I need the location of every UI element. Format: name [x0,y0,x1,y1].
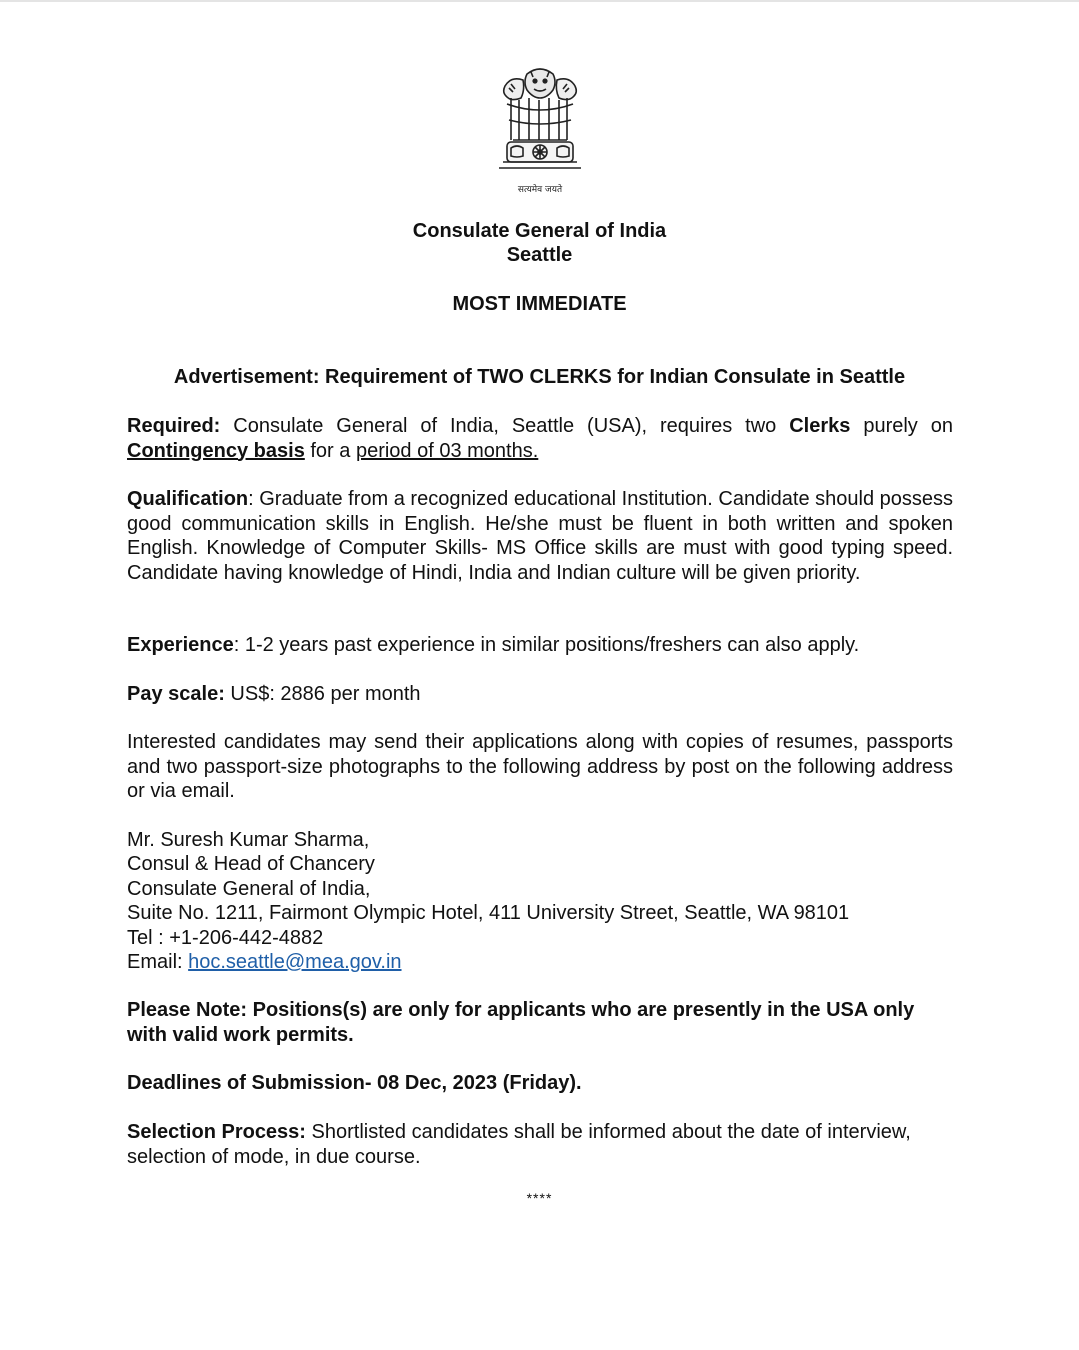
pay-scale-label: Pay scale: [127,683,225,705]
contact-telephone: Tel : +1-206-442-4882 [127,927,324,949]
selection-process-paragraph [127,1120,953,1169]
priority-heading: MOST IMMEDIATE [452,293,627,315]
email-label: Email: [127,951,189,973]
org-name: Consulate General of India [412,220,667,242]
contact-office: Consulate General of India, [127,878,371,900]
application-instructions: Interested candidates may send their applications along with copies of resumes, passports and two passport-size photographs to the following address by post on the following address or via email. [127,731,953,802]
selection-label: Selection Process: [127,1121,306,1143]
selection-text: Shortlisted candidates shall be informed about the date of interview, selection of mode, in due course. [127,1121,911,1168]
required-label: Required: [127,415,221,437]
contact-name: Mr. Suresh Kumar Sharma, [127,829,370,851]
submission-deadline: Deadlines of Submission- 08 Dec, 2023 (Friday). [127,1072,582,1094]
required-text-2: purely on [850,415,953,437]
national-emblem-icon [497,64,583,182]
experience-label: Experience [127,634,234,656]
qualification-text: : Graduate from a recognized educational Institution. Candidate should possess good communication skills in English. He/she must be fluent in both written and spoken English. Knowledge of Computer Skills- MS Office skills are must with good typing speed. Candidate having knowledge of Hindi, India and Indian culture will be given priority. [127,488,953,584]
experience-paragraph [127,633,953,658]
contact-email-line [127,950,953,975]
contingency-basis: Contingency basis [127,439,305,462]
pay-scale-text: US$: 2886 per month [224,683,421,705]
period-term: period of 03 months. [355,439,539,462]
experience-text: : 1-2 years past experience in similar positions/freshers can also apply. [233,634,860,656]
clerks-term: Clerks [789,415,851,437]
required-paragraph [127,414,953,463]
eligibility-note: Please Note: Positions(s) are only for applicants who are presently in the USA only with valid work permits. [127,999,915,1046]
advertisement-title: Advertisement: Requirement of TWO CLERKS for Indian Consulate in Seattle [173,366,906,388]
contact-street-address: Suite No. 1211, Fairmont Olympic Hotel, 411 University Street, Seattle, WA 98101 [127,902,850,924]
required-text-1: Consulate General of India, Seattle (USA), requires two [220,415,790,437]
contact-designation: Consul & Head of Chancery [127,853,375,875]
qualification-paragraph [127,487,953,585]
pay-scale-paragraph [127,682,953,707]
end-of-document-mark: **** [526,1190,553,1206]
org-city: Seattle [506,244,573,266]
required-text-3: for a [304,439,356,462]
page-top-border [0,0,1079,2]
emblem-motto: सत्यमेव जयते [517,185,563,195]
qualification-label: Qualification [127,488,249,510]
email-link[interactable]: hoc.seattle@mea.gov.in [188,951,402,973]
